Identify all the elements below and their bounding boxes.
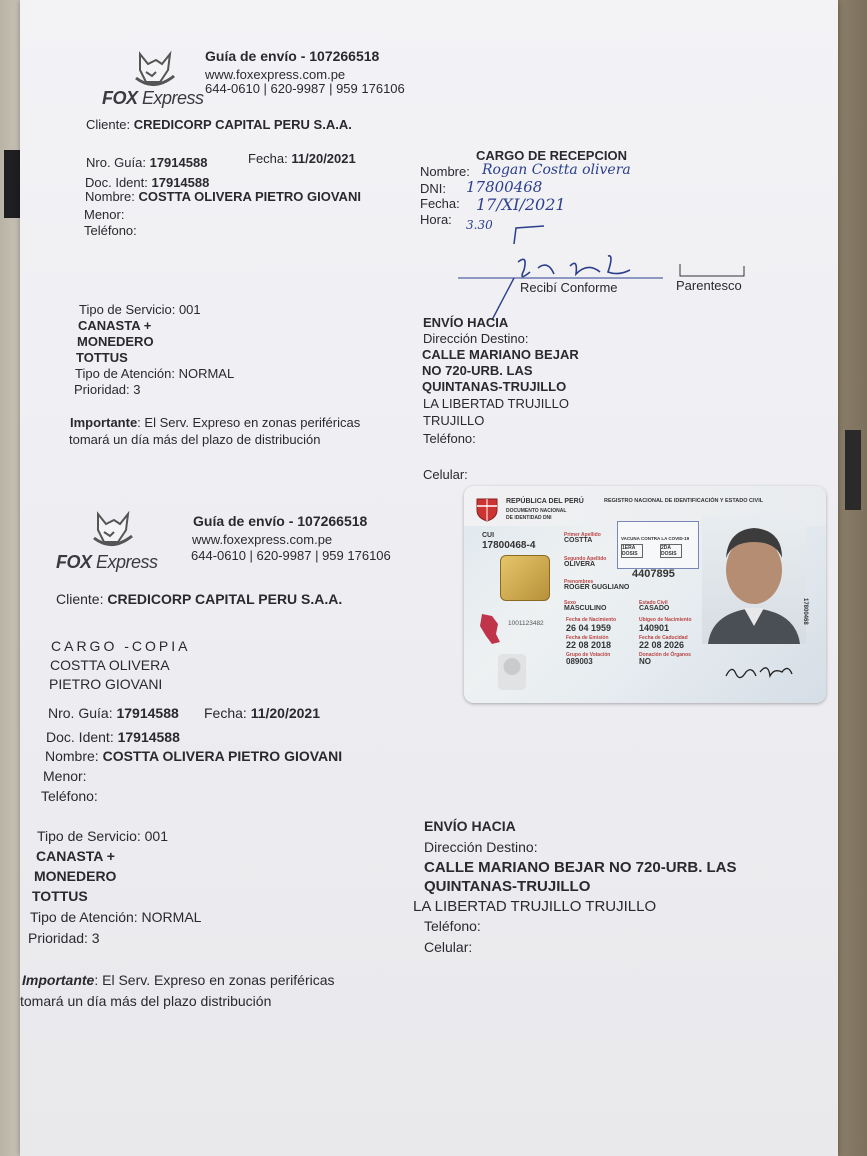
nro-guia-value: 17914588 [149, 155, 208, 170]
prenombres-label: Prenombres [564, 579, 594, 585]
card-signature-icon [722, 658, 802, 690]
segundo-apellido-label: Segundo Apellido [564, 556, 607, 562]
emision-label: Fecha de Emisión [566, 635, 609, 641]
ghost-photo [498, 654, 526, 690]
importante-text-1-copy: : El Serv. Expreso en zonas periféricas [94, 972, 335, 988]
address-line-2: NO 720-URB. LAS [422, 363, 533, 378]
peru-map-icon [478, 612, 502, 646]
logo-word-express-copy: Express [96, 552, 158, 572]
address-line-3: QUINTANAS-TRUJILLO [422, 379, 567, 394]
tipo-atencion: Tipo de Atención: NORMAL [75, 366, 235, 381]
nombre-value: COSTTA OLIVERA PIETRO GIOVANI [138, 189, 361, 204]
dni-card [464, 486, 826, 703]
background-mark-right [845, 430, 861, 510]
product-line-3: TOTTUS [76, 350, 128, 365]
nombre-value-copy: COSTTA OLIVERA PIETRO GIOVANI [102, 748, 343, 764]
tipo-servicio-copy: Tipo de Servicio: 001 [37, 828, 168, 844]
recipient-line-1: COSTTA OLIVERA [50, 657, 170, 673]
address-line-1: CALLE MARIANO BEJAR [422, 347, 579, 362]
envio-title-copy: ENVÍO HACIA [424, 818, 516, 834]
nro-guia-label: Nro. Guía: [86, 155, 146, 170]
prioridad: Prioridad: 3 [74, 382, 141, 397]
direccion-label-copy: Dirección Destino: [424, 839, 538, 855]
donacion-value: NO [639, 657, 651, 666]
logo-word-fox: FOX [102, 88, 138, 108]
importante-label-copy: Importante [22, 972, 95, 988]
client-label: Cliente: [86, 117, 131, 132]
tipo-servicio: Tipo de Servicio: 001 [79, 302, 201, 317]
region-line-1: LA LIBERTAD TRUJILLO [423, 396, 569, 411]
doc-ident-label-copy: Doc. Ident: [46, 729, 114, 745]
importante-text-1: : El Serv. Expreso en zonas periféricas [137, 415, 361, 430]
client-value-copy: CREDICORP CAPITAL PERU S.A.A. [107, 591, 343, 607]
cargo-recepcion-title: CARGO DE RECEPCION [476, 148, 627, 163]
product-line-2: MONEDERO [77, 334, 154, 349]
region-line-2: TRUJILLO [423, 413, 485, 428]
menor-label: Menor: [84, 207, 125, 222]
cargo-nombre-handwritten: Rogan Costta olivera [482, 162, 631, 178]
cargo-hora-handwritten: 3.30 [466, 218, 493, 232]
cargo-dni-label: DNI: [420, 181, 446, 196]
nro-guia-line [86, 155, 207, 170]
vaccine-number: 4407895 [632, 568, 675, 580]
product-line-1-copy: CANASTA + [36, 848, 115, 864]
grupo-label: Grupo de Votación [566, 652, 611, 658]
tipo-atencion-copy: Tipo de Atención: NORMAL [30, 909, 202, 925]
cargo-fecha-handwritten: 17/XI/2021 [476, 195, 566, 214]
dni-registry: REGISTRO NACIONAL DE IDENTIFICACIÓN Y ESTADO CIVIL [604, 498, 764, 504]
envio-celular-label: Celular: [423, 467, 468, 482]
guide-title-copy: Guía de envío - 107266518 [193, 513, 368, 529]
fecha-label: Fecha: [248, 151, 288, 166]
primer-apellido-value: COSTTA [564, 537, 593, 544]
envio-telefono-label: Teléfono: [423, 431, 476, 446]
fecha-value: 11/20/2021 [291, 151, 356, 166]
recibi-conforme-label: Recibí Conforme [520, 280, 618, 295]
doc-ident-value-copy: 17914588 [117, 729, 180, 745]
doc-ident-line [85, 175, 209, 190]
nombre-line-copy [45, 748, 342, 764]
telefono-label: Teléfono: [84, 223, 137, 238]
recipient-line-2: PIETRO GIOVANI [49, 676, 163, 692]
dni-doc-line-2: DE IDENTIDAD DNI [506, 515, 552, 521]
dni-country: REPÚBLICA DEL PERÚ [506, 498, 584, 505]
website: www.foxexpress.com.pe [205, 67, 346, 82]
prioridad-copy: Prioridad: 3 [28, 930, 100, 946]
logo-word-fox-copy: FOX [56, 552, 92, 572]
nro-guia-label-copy: Nro. Guía: [48, 705, 113, 721]
fecha-value-copy: 11/20/2021 [250, 705, 320, 721]
caducidad-label: Fecha de Caducidad [639, 635, 688, 641]
fox-express-logo [102, 48, 212, 108]
primer-apellido-label: Primer Apellido [564, 532, 601, 538]
nombre-line [85, 189, 361, 204]
coat-of-arms-icon [474, 496, 500, 522]
doc-ident-label: Doc. Ident: [85, 175, 148, 190]
estado-civil-value: CASADO [639, 605, 670, 612]
portrait-silhouette [702, 516, 806, 644]
importante-line-2-copy: tomará un día más del plazo distribución [20, 993, 272, 1009]
parentesco-label: Parentesco [676, 278, 742, 293]
fox-express-logo-copy [56, 508, 176, 574]
prenombres-value: ROGER GUGLIANO [564, 584, 630, 591]
doc-ident-value: 17914588 [151, 175, 210, 190]
nombre-label: Nombre: [85, 189, 135, 204]
estado-civil-label: Estado Civil [639, 600, 668, 606]
phones-copy: 644-0610 | 620-9987 | 959 176106 [191, 548, 391, 563]
cargo-fecha-label: Fecha: [420, 196, 460, 211]
importante-label: Importante [70, 415, 138, 430]
ubigeo-label: Ubigeo de Nacimiento [639, 617, 692, 623]
segundo-apellido-value: OLIVERA [564, 561, 596, 568]
nacimiento-label: Fecha de Nacimiento [566, 617, 617, 623]
website-copy: www.foxexpress.com.pe [192, 532, 333, 547]
envio-title: ENVÍO HACIA [423, 315, 509, 330]
ubigeo-value: 140901 [639, 623, 670, 633]
region-copy: LA LIBERTAD TRUJILLO TRUJILLO [413, 898, 657, 915]
importante-line-2: tomará un día más del plazo de distribución [69, 432, 321, 447]
address-line-2-copy: QUINTANAS-TRUJILLO [424, 878, 591, 895]
fecha-label-copy: Fecha: [204, 705, 247, 721]
direccion-label: Dirección Destino: [423, 331, 529, 346]
nro-guia-value-copy: 17914588 [116, 705, 179, 721]
hora-pen-stroke [510, 222, 550, 252]
nacimiento-value: 26 04 1959 [566, 623, 612, 633]
dni-cui-label: CUI [482, 532, 495, 539]
cargo-hora-label: Hora: [420, 212, 452, 227]
vaccine-sticker [617, 521, 699, 569]
importante-line-1 [70, 415, 360, 430]
vertical-number: 17800468 [802, 598, 808, 625]
client-line-copy [56, 591, 342, 607]
client-label-copy: Cliente: [56, 591, 104, 607]
parentesco-line [678, 262, 748, 278]
cargo-copia: CARGO -COPIA [51, 638, 191, 654]
fecha-line [248, 151, 356, 166]
nro-guia-line-copy [48, 705, 179, 721]
phones: 644-0610 | 620-9987 | 959 176106 [205, 81, 405, 96]
fecha-line-copy [204, 705, 320, 721]
product-line-1: CANASTA + [78, 318, 152, 333]
product-line-2-copy: MONEDERO [34, 868, 117, 884]
holder-photo [702, 516, 806, 644]
doc-ident-line-copy [46, 729, 180, 745]
guide-title: Guía de envío - 107266518 [205, 48, 380, 64]
grupo-value: 089003 [566, 657, 593, 666]
vacuna-label: VACUNA CONTRA LA COVID-19 [621, 536, 690, 541]
dosis-2-box: 2DA DOSIS [660, 544, 682, 558]
dni-cui-value: 17800468-4 [482, 540, 536, 551]
logo-word-express: Express [142, 88, 204, 108]
nombre-label-copy: Nombre: [45, 748, 99, 764]
importante-line-1-copy [22, 972, 335, 988]
envio-celular-label-copy: Celular: [424, 939, 473, 955]
dni-doc-line-1: DOCUMENTO NACIONAL [506, 508, 567, 514]
address-line-1-copy: CALLE MARIANO BEJAR NO 720-URB. LAS [424, 859, 737, 876]
envio-telefono-label-copy: Teléfono: [424, 918, 481, 934]
client-value: CREDICORP CAPITAL PERU S.A.A. [133, 117, 352, 132]
cargo-dni-handwritten: 17800468 [466, 178, 543, 196]
telefono-label-copy: Teléfono: [41, 788, 98, 804]
chip-icon [500, 555, 550, 601]
menor-label-copy: Menor: [43, 768, 87, 784]
product-line-3-copy: TOTTUS [32, 888, 88, 904]
sexo-value: MASCULINO [564, 605, 607, 612]
emision-value: 22 08 2018 [566, 640, 612, 650]
sexo-label: Sexo [564, 600, 576, 606]
donacion-label: Donación de Órganos [639, 652, 691, 658]
side-number: 1001123482 [508, 620, 544, 627]
client-line [86, 117, 352, 132]
cargo-nombre-label: Nombre: [420, 164, 470, 179]
caducidad-value: 22 08 2026 [639, 640, 685, 650]
dosis-1-box: 1ERA DOSIS [621, 544, 643, 558]
